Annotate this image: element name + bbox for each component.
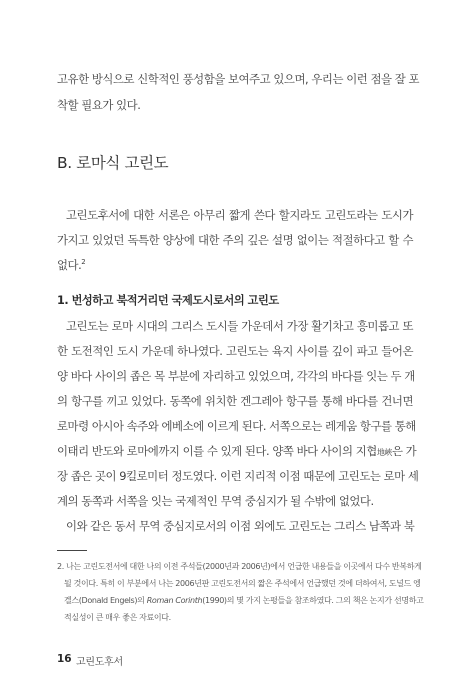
- top-paragraph-line: 고유한 방식으로 신학적인 풍성함을 보여주고 있으며, 우리는 이런 점을 잘 포: [57, 72, 420, 86]
- running-title: 고린도후서: [76, 657, 123, 668]
- footnote-line: 2. 나는 고린도전서에 대한 나의 이전 주석들(2000년과 2006년)에서 언급한 내용들을 이곳에서 다수 반복하게: [57, 562, 422, 571]
- footnote-text: 겔스(Donald Engels)의: [64, 596, 147, 605]
- body-paragraph-line: 이와 같은 동서 무역 중심지로서의 이점 외에도 고린도는 그리스 남쪽과 북: [66, 519, 415, 533]
- page-number: 16: [57, 653, 72, 665]
- footnote-book-title: Roman Corinth: [146, 596, 203, 605]
- hanja-annotation: 地峽: [376, 448, 392, 457]
- body-paragraph-text: 이태리 반도와 로마에까지 이를 수 있게 된다. 양쪽 바다 사이의 지협: [57, 444, 377, 458]
- body-paragraph-line: [57, 443, 417, 459]
- body-paragraph-line: 계의 동쪽과 서쪽을 잇는 국제적인 무역 중심지가 될 수밖에 없었다.: [57, 494, 374, 508]
- body-paragraph-line: 고린도는 로마 시대의 그리스 도시들 가운데서 가장 활기차고 흥미롭고 또: [66, 319, 413, 333]
- intro-paragraph-text: 없다.: [57, 258, 82, 272]
- intro-paragraph-line: 고린도후서에 대한 서론은 아무리 짧게 쓴다 할지라도 고린도라는 도시가: [66, 208, 413, 222]
- intro-paragraph-line: 가지고 있었던 독특한 양상에 대한 주의 깊은 설명 없이는 적절하다고 할 수: [57, 233, 413, 247]
- body-paragraph-line: 양 바다 사이의 좁은 목 부분에 자리하고 있었으며, 각각의 바다를 잇는 두 개: [57, 369, 415, 383]
- body-paragraph-text: 은 가: [391, 444, 417, 458]
- body-paragraph-line: 장 좁은 곳이 9킬로미터 정도였다. 이런 지리적 이점 때문에 고린도는 로마 세: [57, 469, 419, 483]
- footnote-line: 될 것이다. 특히 이 부분에서 나는 2006년판 고린도전서의 짧은 주석에서 언급했던 것에 더하여서, 도널드 엥: [64, 579, 421, 588]
- footnote-text: (1990)의 몇 가지 논평들을 참조하였다. 그의 책은 논지가 선명하고: [202, 596, 424, 605]
- body-paragraph-line: 의 항구를 끼고 있었다. 동쪽에 위치한 겐그레아 항구를 통해 바다를 건너면: [57, 394, 413, 408]
- footnote-divider: [57, 550, 87, 551]
- body-paragraph-line: 한 도전적인 도시 가운데 하나였다. 고린도는 육지 사이를 깊이 파고 들어온: [57, 344, 413, 358]
- top-paragraph-line: 착할 필요가 있다.: [57, 98, 141, 112]
- section-title: B. 로마식 고린도: [57, 154, 169, 172]
- subsection-heading: 1. 번성하고 북적거리던 국제도시로서의 고린도: [57, 294, 279, 307]
- body-paragraph-line: 로마령 아시아 속주와 에베소에 이르게 된다. 서쪽으로는 레게움 항구를 통해: [57, 419, 416, 433]
- intro-paragraph-line: [57, 257, 413, 273]
- footnote-line: [64, 595, 424, 606]
- footnote-reference: 2: [81, 258, 86, 267]
- footnote-line: 적실성이 큰 매우 좋은 자료이다.: [64, 613, 171, 622]
